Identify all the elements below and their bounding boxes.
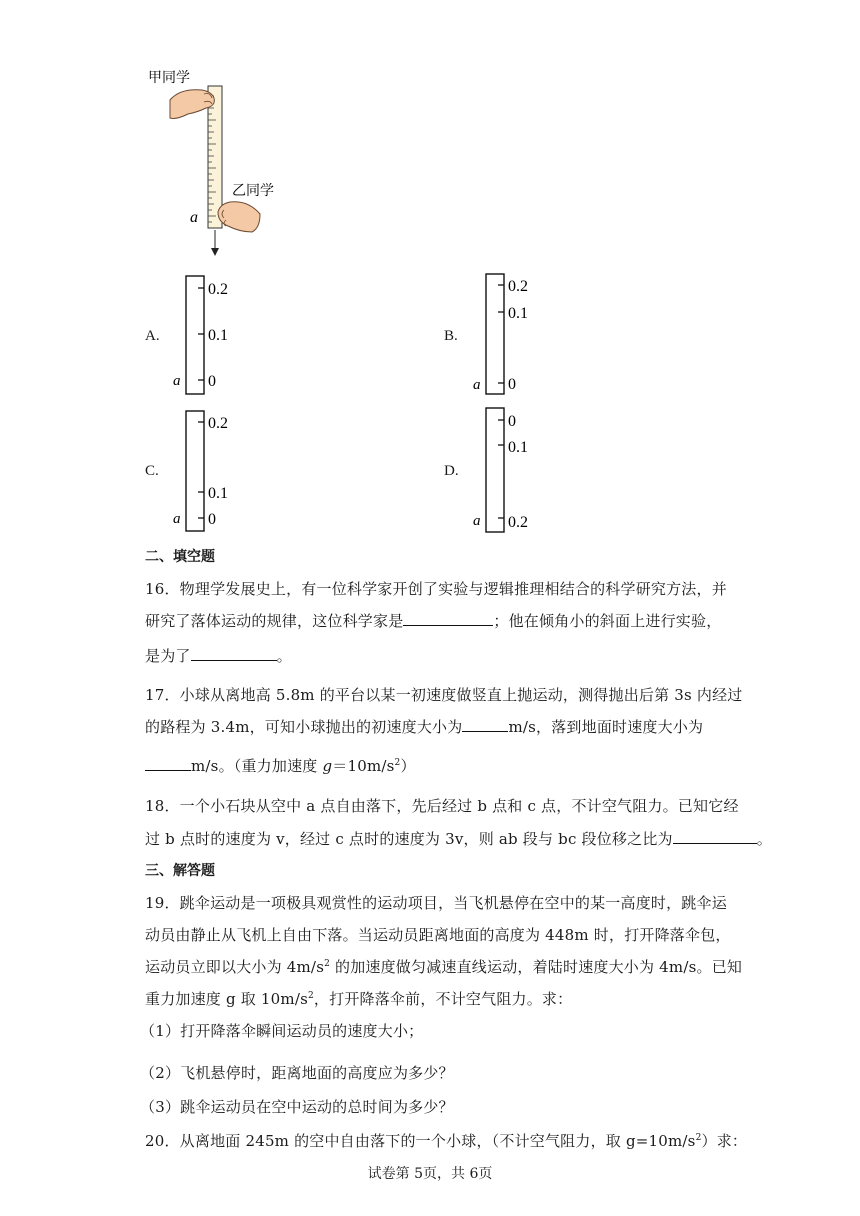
q16-blank-2[interactable] bbox=[191, 646, 277, 661]
q19-sub3: （3）跳伞运动员在空中运动的总时间为多少？ bbox=[140, 1098, 454, 1116]
option-c-mark: a bbox=[173, 511, 181, 527]
q18-line2-text-b: 。 bbox=[756, 830, 772, 848]
q16-line1: 16．物理学发展史上，有一位科学家开创了实验与逻辑推理相结合的科学研究方法，并 bbox=[145, 580, 727, 598]
q19-line3-text-a: 运动员立即以大小为 4m/s bbox=[145, 958, 325, 976]
option-c-label: C. bbox=[145, 463, 159, 479]
q20-line1 bbox=[145, 1130, 747, 1151]
q19-line4-text-b: ，打开降落伞前，不计空气阻力。求： bbox=[313, 990, 573, 1008]
q19-line2: 动员由静止从飞机上自由下落。当运动员距离地面的高度为 448m 时，打开降落伞包， bbox=[145, 926, 731, 944]
option-b-label: B. bbox=[444, 328, 458, 344]
option-b-ruler bbox=[470, 271, 545, 405]
q19-line3-text-b: 的加速度做匀减速直线运动，着陆时速度大小为 4m/s。已知 bbox=[330, 958, 743, 976]
q16-line3 bbox=[145, 645, 292, 666]
q17-line2-text-a: 的路程为 3.4m，可知小球抛出的初速度大小为 bbox=[145, 718, 463, 736]
q19-sub1: （1）打开降落伞瞬间运动员的速度大小； bbox=[140, 1022, 424, 1040]
q17-line3-text-a: m/s。（重力加速度 bbox=[191, 757, 318, 775]
option-c-tick-bottom: 0 bbox=[208, 511, 216, 528]
q19-line4-text-a: 重力加速度 g 取 10m/s bbox=[145, 990, 308, 1008]
q17-line1: 17．小球从离地高 5.8m 的平台以某一初速度做竖直上抛运动，测得抛出后第 3s 内经过 bbox=[145, 686, 743, 704]
q16-line3-text-a: 是为了 bbox=[145, 647, 191, 665]
q17-line3-end: ） bbox=[400, 757, 416, 775]
q18-line2 bbox=[145, 828, 772, 849]
option-a-label: A. bbox=[145, 328, 160, 344]
q17-line2 bbox=[145, 716, 703, 737]
option-d-mark: a bbox=[473, 513, 481, 529]
option-d-tick-bottom: 0.2 bbox=[508, 514, 528, 531]
option-b-mark: a bbox=[473, 377, 481, 393]
q19-line4 bbox=[145, 988, 572, 1009]
option-a-tick-top: 0.2 bbox=[208, 281, 228, 298]
person-b-label: 乙同学 bbox=[232, 184, 274, 199]
option-d-tick-mid: 0.1 bbox=[508, 439, 528, 456]
person-a-label: 甲同学 bbox=[148, 71, 190, 86]
q17-blank-1[interactable] bbox=[462, 717, 508, 732]
q16-blank-1[interactable] bbox=[403, 611, 493, 626]
q16-line2-text-b: ；他在倾角小的斜面上进行实验， bbox=[493, 612, 722, 630]
q17-g-symbol: g bbox=[322, 757, 333, 775]
q17-line2-text-b: m/s，落到地面时速度大小为 bbox=[508, 718, 704, 736]
option-c-ruler bbox=[170, 408, 240, 542]
q18-blank[interactable] bbox=[673, 829, 757, 844]
option-b-tick-top: 0.2 bbox=[508, 278, 528, 295]
option-c-tick-mid: 0.1 bbox=[208, 485, 228, 502]
option-c-tick-top: 0.2 bbox=[208, 415, 228, 432]
ruler-experiment-figure bbox=[140, 62, 290, 262]
page-footer: 试卷第 5页，共 6页 bbox=[367, 1166, 493, 1182]
option-b-tick-bottom: 0 bbox=[508, 376, 516, 393]
option-a-mark: a bbox=[173, 373, 181, 389]
q19-line4-exponent: 2 bbox=[307, 991, 314, 1001]
lower-hand-icon bbox=[218, 202, 260, 232]
q18-line1: 18．一个小石块从空中 a 点自由落下，先后经过 b 点和 c 点，不计空气阻力。已知它经 bbox=[145, 797, 739, 815]
ruler-experiment-illustration bbox=[140, 62, 290, 262]
option-a-tick-mid: 0.1 bbox=[208, 327, 228, 344]
section-fill-blank-title: 二、填空题 bbox=[145, 549, 215, 565]
option-d-ruler bbox=[470, 405, 545, 541]
option-d-tick-top: 0 bbox=[508, 413, 516, 430]
q19-sub2: （2）飞机悬停时，距离地面的高度应为多少？ bbox=[140, 1064, 454, 1082]
q18-line2-text-a: 过 b 点时的速度为 v，经过 c 点时的速度为 3v，则 ab 段与 bc 段位移之比为 bbox=[145, 830, 673, 848]
q19-line1: 19．跳伞运动是一项极具观赏性的运动项目，当飞机悬停在空中的某一高度时，跳伞运 bbox=[145, 894, 727, 912]
q19-line3 bbox=[145, 956, 742, 977]
option-a-ruler bbox=[170, 273, 240, 407]
option-a-tick-bottom: 0 bbox=[208, 373, 216, 390]
q20-line1-text-a: 20．从离地面 245m 的空中自由落下的一个小球，（不计空气阻力，取 g=10m/s bbox=[145, 1132, 696, 1150]
down-arrow-icon bbox=[211, 230, 219, 256]
q16-line2-text-a: 研究了落体运动的规律，这位科学家是 bbox=[145, 612, 404, 630]
q19-line3-exponent: 2 bbox=[324, 959, 331, 969]
q16-line2 bbox=[145, 610, 721, 631]
q20-line1-text-b: ）求： bbox=[701, 1132, 748, 1150]
q16-line3-text-b: 。 bbox=[276, 647, 292, 665]
option-b-tick-mid: 0.1 bbox=[508, 305, 528, 322]
option-d-label: D. bbox=[444, 463, 459, 479]
q20-line1-exponent: 2 bbox=[695, 1133, 702, 1143]
q17-g-value: ＝10m/s bbox=[332, 757, 395, 775]
figure-a-mark: a bbox=[190, 209, 198, 226]
q17-g-exponent: 2 bbox=[394, 758, 401, 768]
q17-blank-2[interactable] bbox=[145, 756, 191, 771]
section-solve-title: 三、解答题 bbox=[145, 863, 215, 879]
q17-line3 bbox=[145, 755, 416, 776]
